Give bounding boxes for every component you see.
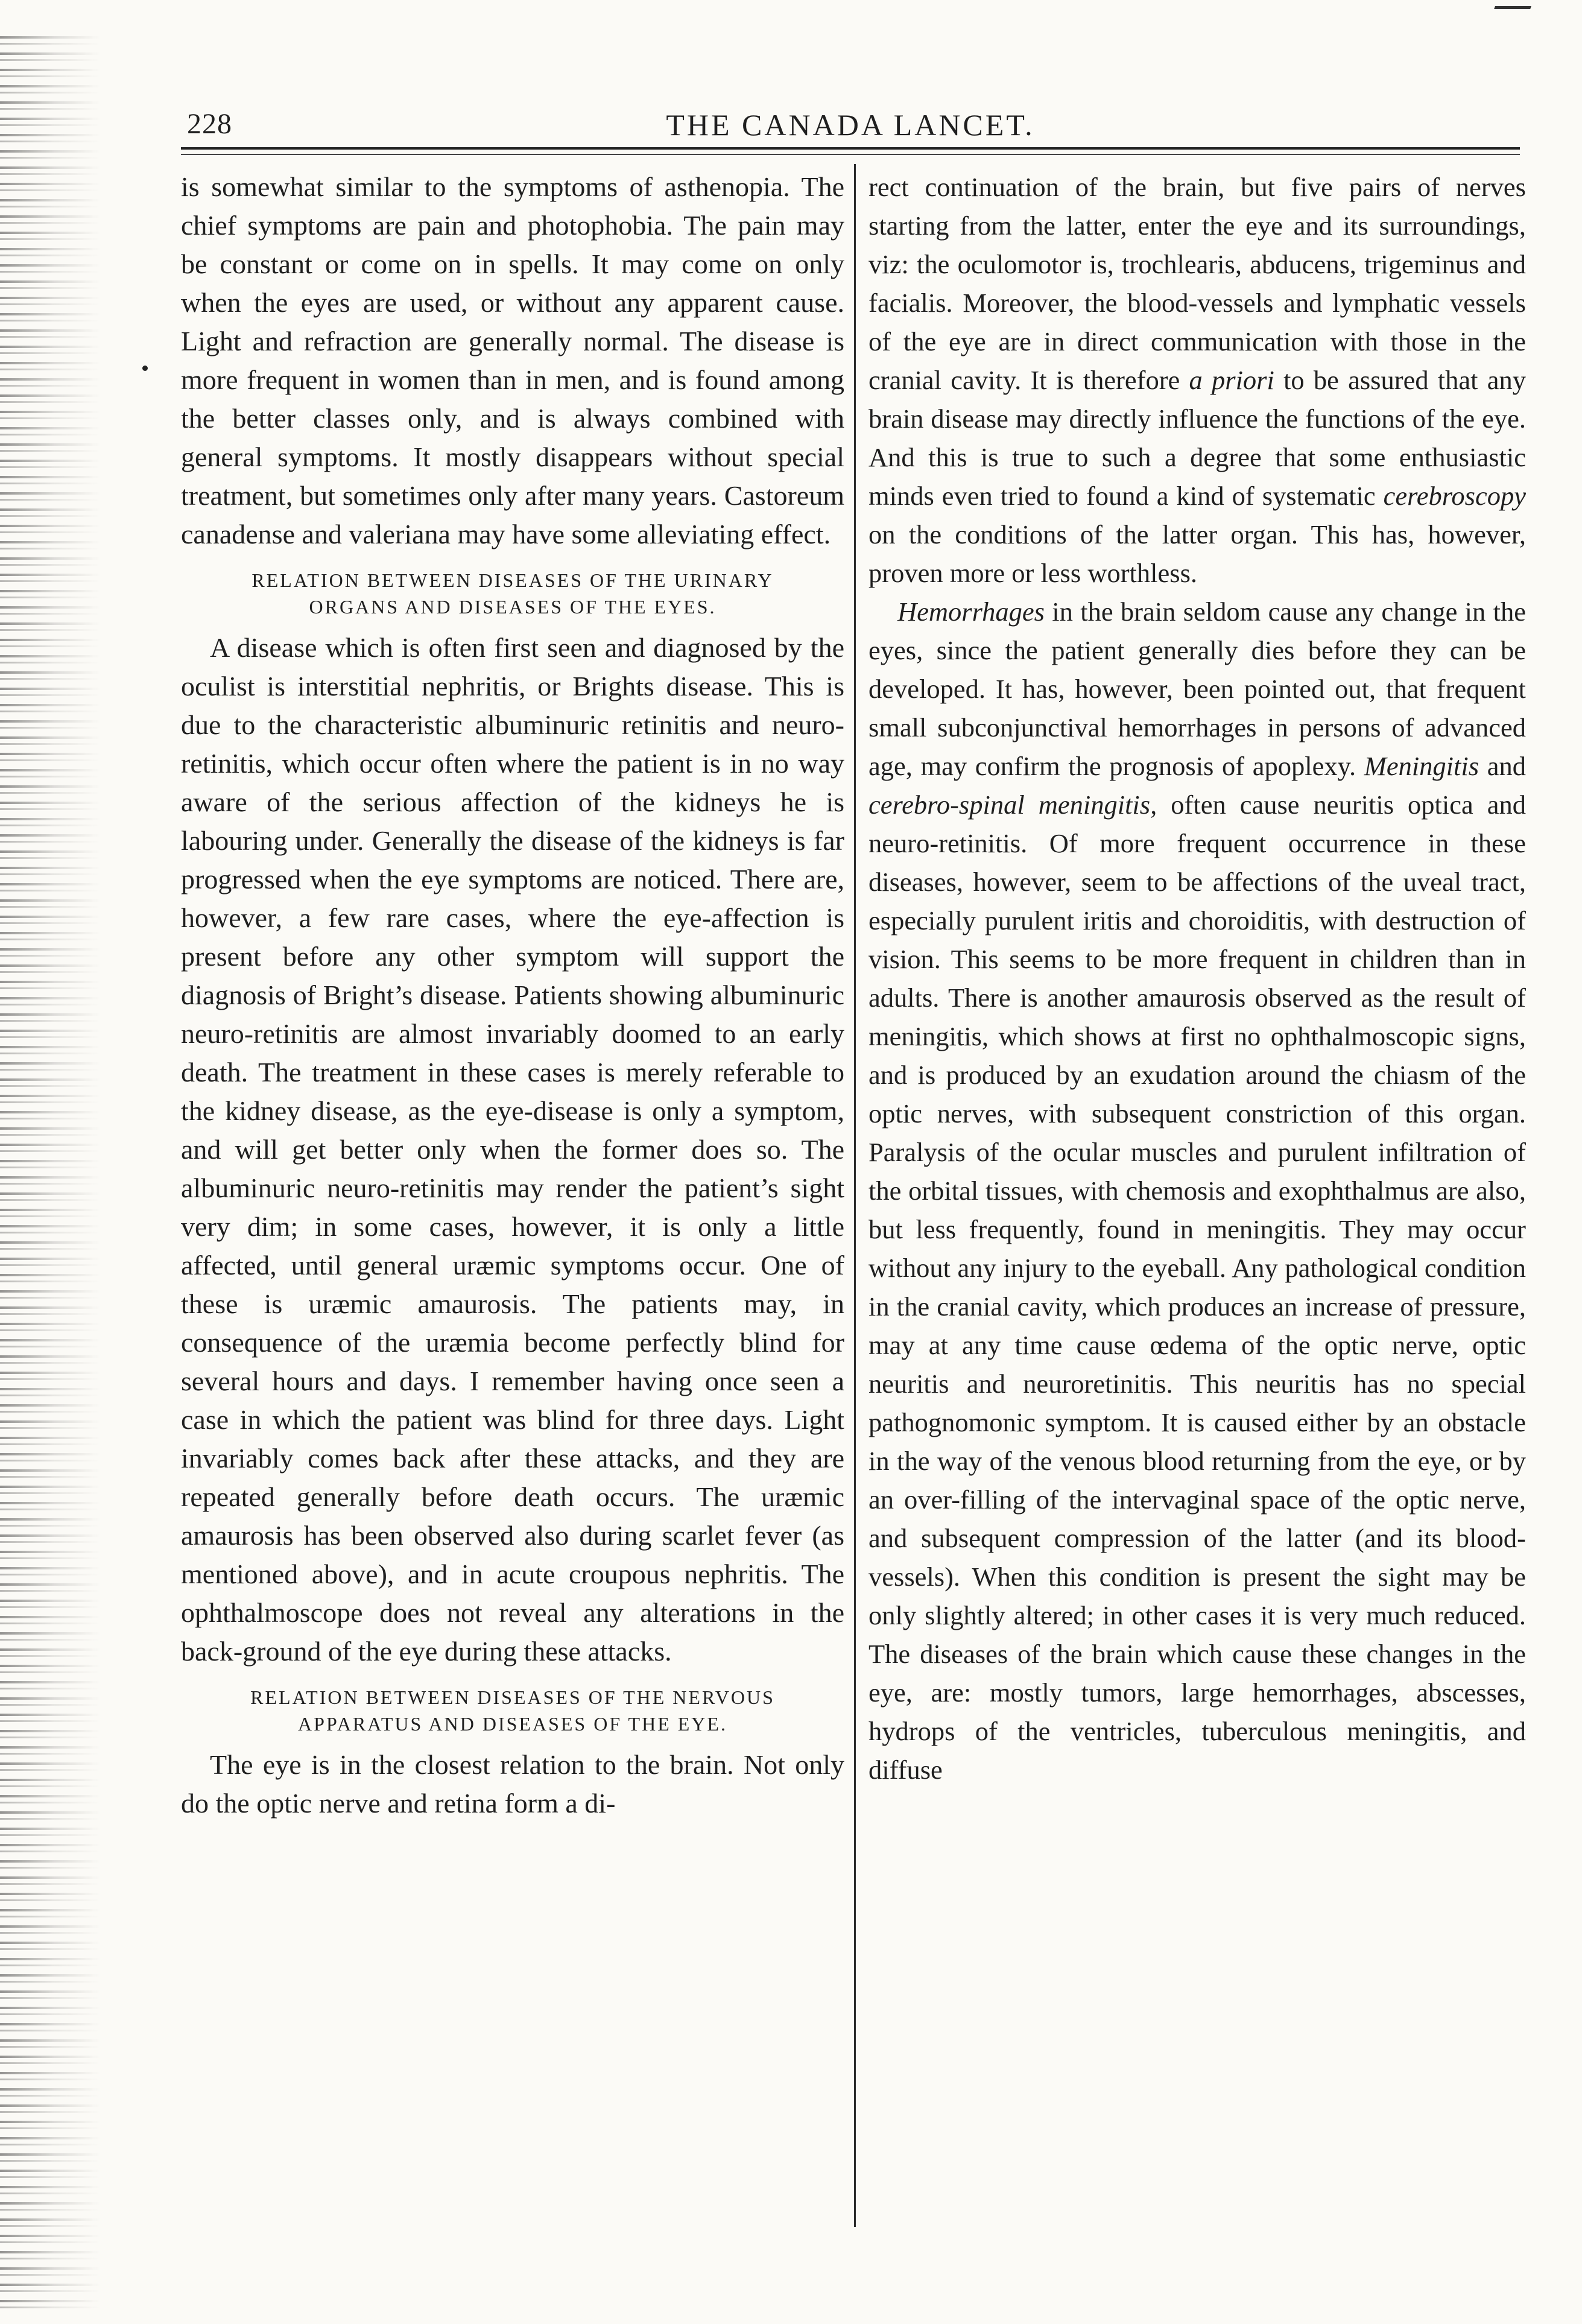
right-column: [869, 168, 1526, 2231]
scan-binding-edge: [0, 36, 100, 2316]
page-number: 228: [187, 108, 232, 140]
header-rule-thick: [181, 147, 1520, 150]
text-run: in the brain seldom cause any change in the eyes, since the patient generally dies before they can be developed. It has, however, been pointed out, that frequent small subconjunctival hemorrhages in persons of advanced age, may confirm the prognosis of apoplexy.: [869, 597, 1526, 781]
text-run: rect continuation of the brain, but five pairs of nerves starting from the latter, enter the eye and its surroundings, viz: the oculomotor is, trochlearis, abducens, trigeminus and facialis. Moreover, the blood-vessels and lymphatic vessels of the eye are in direct communication with those in the cranial cavity. It is therefore: [869, 172, 1526, 395]
heading-line: RELATION BETWEEN DISEASES OF THE URINARY: [252, 569, 774, 591]
italic-term: a priori: [1189, 365, 1274, 395]
italic-term: Hemorrhages: [897, 597, 1045, 627]
paragraph-brain-relation: The eye is in the closest relation to the brain. Not only do the optic nerve and retina form a di-: [181, 1749, 844, 1819]
column-divider: [854, 164, 856, 2227]
paragraph-hemorrhages: [869, 592, 1526, 1789]
journal-title: THE CANADA LANCET.: [666, 108, 1035, 142]
text-run: and: [1479, 751, 1526, 781]
section-heading-nervous: [181, 1684, 844, 1737]
italic-term: Meningitis: [1364, 751, 1479, 781]
heading-line: APPARATUS AND DISEASES OF THE EYE.: [298, 1713, 727, 1735]
margin-dot: [142, 366, 148, 371]
text-run: often cause neuritis optica and neuro-retinitis. Of more frequent occurrence in these diseases, however, seem to be affections of the uveal tract, especially purulent iritis and choroiditis, with destruction of vision. This seems to be more frequent in children than in adults. There is another amaurosis observed as the result of meningitis, which shows at first no ophthalmoscopic signs, and is produced by an exudation around the chiasm of the optic nerves, with subsequent constriction of this organ. Paralysis of the ocular muscles and purulent infiltration of the orbital tissues, with chemosis and exophthalmus are also, but less frequently, found in meningitis. They may occur without any injury to the eyeball. Any pathological condition in the cranial cavity, which produces an increase of pressure, may at any time cause œdema of the optic nerve, optic neuritis and neuroretinitis. This neuritis has no special pathognomonic symptom. It is caused either by an obstacle in the way of the venous blood returning from the eye, or by an over-filling of the intervaginal space of the optic nerve, and subsequent compression of the latter (and its blood-vessels). When this condition is present the sight may be only slightly altered; in other cases it is very much reduced. The diseases of the brain which cause these changes in the eye, are: mostly tumors, large hemorrhages, abscesses, hydrops of the ventricles, tuberculous meningitis, and diffuse: [869, 790, 1526, 1785]
italic-term: cerebro-spinal meningitis,: [869, 790, 1157, 820]
text-run: to be assured that any brain disease may directly influence the functions of the eye. And this is true to such a degree that some enthusiastic minds even tried to found a kind of systematic: [869, 365, 1526, 511]
header-rule-thin: [181, 154, 1520, 155]
section-heading-urinary: [181, 567, 844, 620]
paragraph-continuation: [869, 168, 1526, 592]
heading-line: ORGANS AND DISEASES OF THE EYES.: [309, 596, 717, 618]
heading-line: RELATION BETWEEN DISEASES OF THE NERVOUS: [250, 1686, 775, 1708]
left-column: [181, 168, 844, 2231]
page-header: [181, 107, 1520, 150]
italic-term: cerebroscopy: [1383, 481, 1526, 511]
paragraph-nephritis: A disease which is often first seen and diagnosed by the oculist is interstitial nephritis, or Brights disease. This is due to the characteristic albuminuric retinitis and neuro-retinitis, which occur often where the patient is in no way aware of the serious affection of the kidneys he is labouring under. Generally the disease of the kidneys is far progressed when the eye symptoms are noticed. There are, however, a few rare cases, where the eye-affection is present before any other symptom will support the diagnosis of Bright’s disease. Patients showing albuminuric neuro-retinitis are almost invariably doomed to an early death. The treatment in these cases is merely referable to the kidney disease, as the eye-disease is only a symptom, and will get better only when the former does so. The albuminuric neuro-retinitis may render the patient’s sight very dim; in some cases, however, it is only a little affected, until general uræmic symptoms occur. One of these is uræmic amaurosis. The patients may, in consequence of the uræmia become perfectly blind for several hours and days. I remember having once seen a case in which the patient was blind for three days. Light invariably comes back after these attacks, and they are repeated generally before death occurs. The uræmic amaurosis has been observed also during scarlet fever (as mentioned above), and in acute croupous nephritis. The ophthalmoscope does not reveal any alterations in the back-ground of the eye during these attacks.: [181, 632, 844, 1667]
paragraph-asthenopia: is somewhat similar to the symptoms of asthenopia. The chief symptoms are pain and photophobia. The pain may be constant or come on in spells. It may come on only when the eyes are used, or without any apparent cause. Light and refraction are generally normal. The disease is more frequent in women than in men, and is found among the better classes only, and is always combined with general symptoms. It mostly disappears without special treatment, but sometimes only after many years. Castoreum canadense and valeriana may have some alleviating effect.: [181, 171, 844, 549]
text-run: on the conditions of the latter organ. This has, however, proven more or less worthless.: [869, 519, 1526, 588]
scan-corner-mark: [1488, 6, 1531, 26]
